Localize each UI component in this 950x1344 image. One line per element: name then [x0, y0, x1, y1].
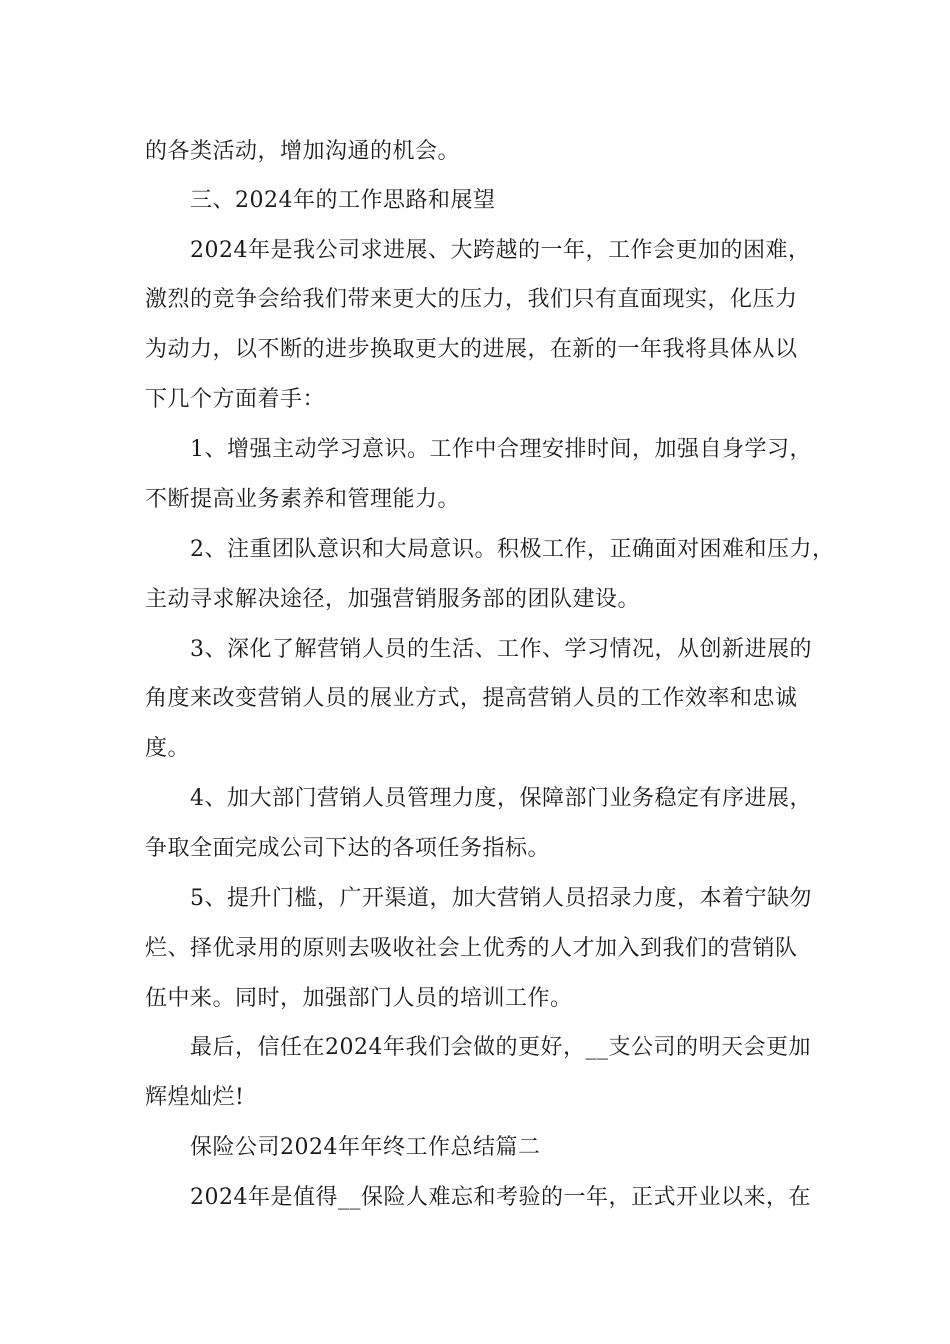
text-line: 伍中来。同时，加强部门人员的培训工作。: [145, 986, 573, 1011]
list-item-1: 1、增强主动学习意识。工作中合理安排时间，加强自身学习，: [190, 437, 812, 462]
text-line: 为动力，以不断的进步换取更大的进展，在新的一年我将具体从以: [145, 337, 798, 362]
text-line: 辉煌灿烂!: [145, 1085, 245, 1110]
text-line: 不断提高业务素养和管理能力。: [145, 487, 461, 512]
text-line: 的各类活动，增加沟通的机会。: [145, 139, 461, 164]
text-line: 激烈的竞争会给我们带来更大的压力，我们只有直面现实，化压力: [145, 287, 798, 312]
list-item-2: 2、注重团队意识和大局意识。积极工作，正确面对困难和压力，: [190, 537, 835, 562]
text-line: 最后，信任在2024年我们会做的更好，__支公司的明天会更加: [190, 1035, 811, 1060]
text-line: 2024年是值得__保险人难忘和考验的一年，正式开业以来，在: [190, 1185, 811, 1210]
text-line: 争取全面完成公司下达的各项任务指标。: [145, 836, 551, 861]
section-heading: 三、2024年的工作思路和展望: [190, 188, 496, 213]
text-line: 度。: [145, 736, 191, 761]
text-line: 主动寻求解决途径，加强营销服务部的团队建设。: [145, 587, 641, 612]
section-heading: 保险公司2024年年终工作总结篇二: [190, 1135, 541, 1160]
list-item-5: 5、提升门槛，广开渠道，加大营销人员招录力度，本着宁缺勿: [190, 886, 812, 911]
text-line: 2024年是我公司求进展、大跨越的一年，工作会更加的困难，: [190, 238, 811, 263]
list-item-4: 4、加大部门营销人员管理力度，保障部门业务稳定有序进展，: [190, 786, 812, 811]
text-line: 烂、择优录用的原则去吸收社会上优秀的人才加入到我们的营销队: [145, 936, 798, 961]
list-item-3: 3、深化了解营销人员的生活、工作、学习情况，从创新进展的: [190, 637, 812, 662]
text-line: 角度来改变营销人员的展业方式，提高营销人员的工作效率和忠诚: [145, 686, 798, 711]
text-line: 下几个方面着手：: [145, 387, 326, 412]
